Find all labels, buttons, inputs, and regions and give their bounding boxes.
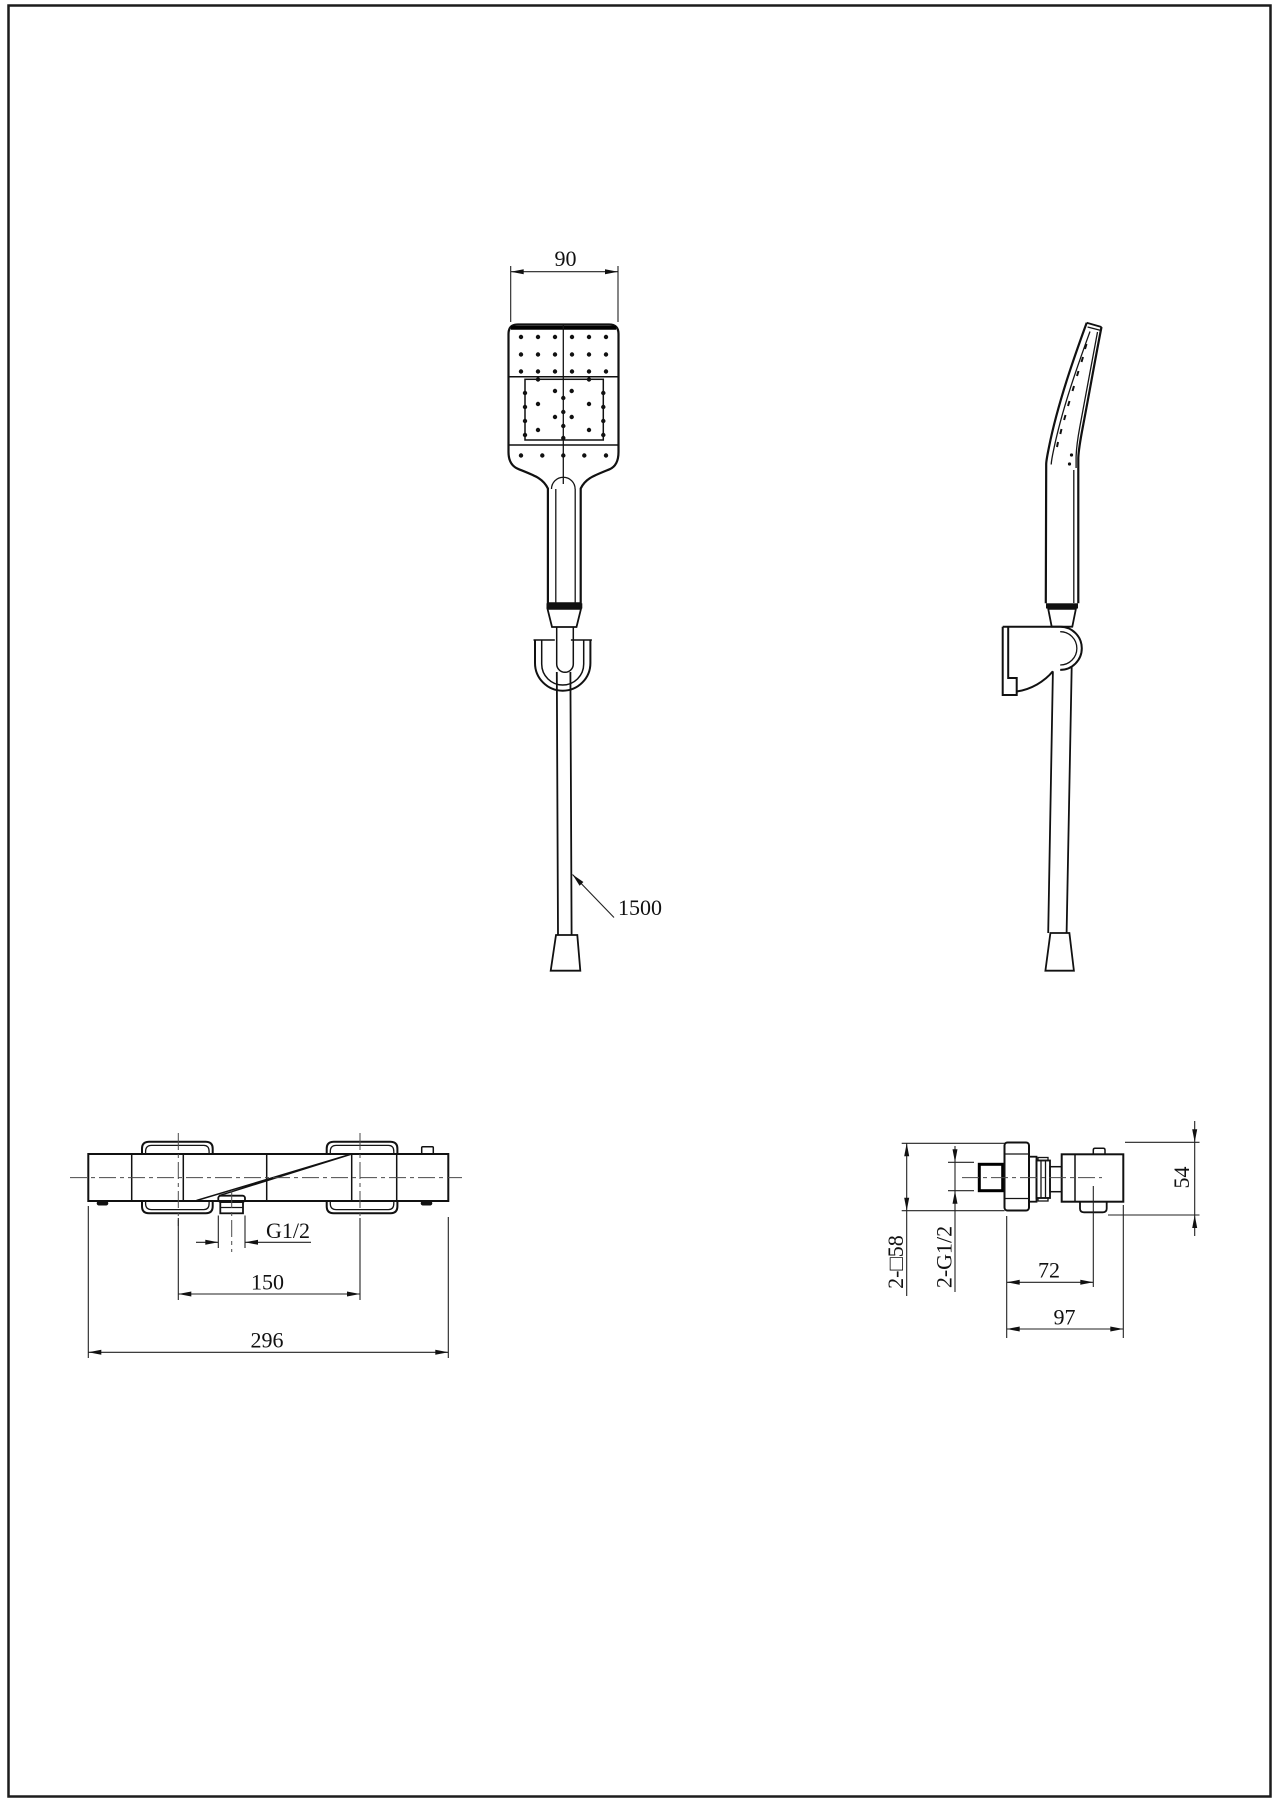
shower-holder-side xyxy=(1003,627,1082,695)
handle-taper xyxy=(548,609,582,627)
handle-taper-side xyxy=(1048,609,1076,627)
dimension-inlet-thread xyxy=(932,1146,975,1292)
dim-flange-square-label: 2-□58 xyxy=(883,1235,908,1289)
wall-flange xyxy=(1005,1143,1030,1211)
head-top-cap-inner xyxy=(1088,327,1101,330)
dimension-head-width xyxy=(511,246,618,322)
arrowhead xyxy=(1192,1215,1197,1228)
dim-body-height-label: 54 xyxy=(1169,1166,1194,1189)
hand-shower-front-view xyxy=(509,246,663,971)
arrowhead xyxy=(511,269,524,274)
dimension-hose-length xyxy=(573,875,663,921)
arrowhead xyxy=(1007,1280,1020,1285)
dimension-outlet-thread xyxy=(196,1216,311,1249)
right-inlet-foot xyxy=(421,1201,433,1206)
mixer-front-view xyxy=(70,1133,462,1358)
shower-hose-front xyxy=(557,672,572,935)
connector-neck xyxy=(1050,1167,1062,1192)
dim-valve-width-label: 296 xyxy=(250,1327,284,1353)
dim-inlet-spacing-label: 150 xyxy=(251,1269,284,1295)
left-inlet-foot xyxy=(97,1201,109,1206)
arrowhead xyxy=(605,269,618,274)
hose-end-cone-side xyxy=(1045,933,1074,971)
mixer-body-side xyxy=(1062,1148,1124,1212)
dim-outlet-thread-label: G1/2 xyxy=(266,1218,310,1243)
centerlines-side xyxy=(962,1178,1102,1287)
arrowhead xyxy=(904,1198,909,1211)
dim-head-width-label: 90 xyxy=(554,246,577,271)
shower-hose-side xyxy=(1048,667,1072,934)
handle-nut-side xyxy=(1046,603,1078,608)
connector-nut xyxy=(1029,1157,1050,1202)
arrowhead xyxy=(88,1350,101,1355)
arrowhead xyxy=(205,1240,218,1245)
mixer-side-view xyxy=(883,1121,1200,1338)
arrowhead xyxy=(1080,1280,1093,1285)
hose-end-cone-front xyxy=(551,935,581,971)
arrowhead xyxy=(178,1292,191,1297)
arrowhead xyxy=(245,1240,258,1245)
hand-shower-side-view xyxy=(1003,323,1102,971)
dim-outlet-offset-label: 72 xyxy=(1038,1257,1060,1283)
arrowhead xyxy=(953,1191,958,1204)
head-top-cap xyxy=(1087,323,1102,327)
arrowhead xyxy=(1007,1327,1020,1332)
handle-nut xyxy=(547,603,583,608)
arrowhead xyxy=(347,1292,360,1297)
dimension-body-depth xyxy=(1007,1205,1124,1338)
dimension-outlet-offset xyxy=(1007,1216,1094,1338)
head-back-edge xyxy=(1078,327,1101,603)
dim-body-depth-label: 97 xyxy=(1053,1304,1076,1330)
arrowhead xyxy=(1110,1327,1123,1332)
arrowhead xyxy=(904,1143,909,1156)
arrowhead xyxy=(953,1149,958,1162)
dimension-body-height xyxy=(1108,1121,1200,1236)
dim-hose-length-label: 1500 xyxy=(618,895,662,920)
diverter-button xyxy=(422,1147,434,1154)
dim-inlet-thread-label: 2-G1/2 xyxy=(931,1225,957,1289)
arrowhead xyxy=(435,1350,448,1355)
shower-holder-front xyxy=(534,627,592,691)
arrowhead xyxy=(1192,1129,1197,1142)
